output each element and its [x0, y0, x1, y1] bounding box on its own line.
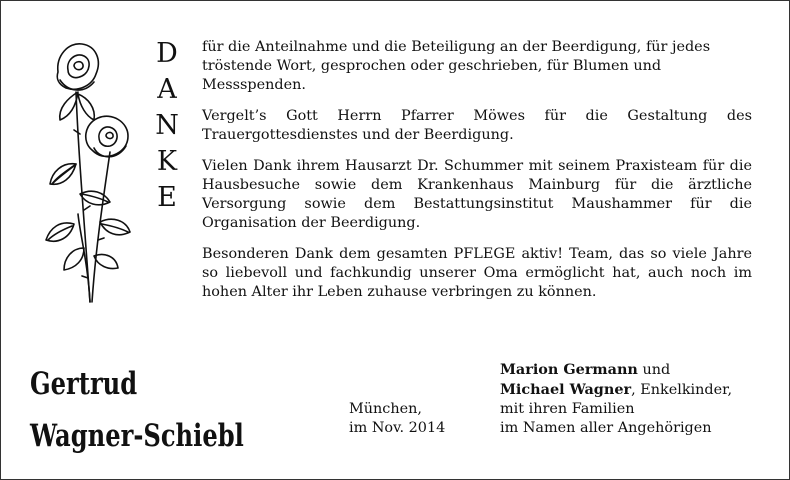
danke-letter-e: E: [157, 182, 177, 213]
deceased-name: [30, 358, 244, 462]
paragraph-doctor: Vielen Dank ihrem Hausarzt Dr. Schummer mit seinem Praxisteam für die Hausbesuche sowie dem Krankenhaus Mainburg für die ärztliche Versorgung sowie dem Bestattungsinstitut Maushammer für die Organisation der Beerdigung.: [202, 158, 752, 231]
thank-you-text: [202, 38, 752, 314]
signer-name-2: Michael Wagner: [500, 381, 632, 398]
place-date: im Nov. 2014: [349, 420, 446, 436]
deceased-last-name: Wagner-Schiebl: [30, 418, 244, 454]
paragraph-condolences: für die Anteilnahme und die Beteiligung an der Beerdigung, für jedes tröstende Wort, gesprochen oder geschrieben, für Blumen und Messspenden.: [202, 39, 711, 93]
signers-block: [500, 360, 760, 438]
signer-line-3: mit ihren Familien: [500, 401, 635, 417]
roses-illustration-icon: [38, 34, 138, 304]
danke-letter-d: D: [156, 38, 178, 69]
signer-line-2: [500, 380, 760, 400]
signer-name-1: Marion Germann: [500, 361, 638, 378]
paragraph-care-team: Besonderen Dank dem gesamten PFLEGE aktiv! Team, das so viele Jahre so liebevoll und fachkundig unserer Oma ermöglicht hat, auch noch im hohen Alter ihr Leben zuhause verbringen zu können.: [202, 246, 752, 300]
place-and-date: [349, 400, 445, 438]
danke-vertical-heading: [150, 36, 184, 216]
deceased-first-name: Gertrud: [30, 366, 138, 402]
danke-letter-n: N: [155, 110, 179, 141]
place-city: München,: [349, 401, 422, 417]
danke-letter-a: A: [157, 74, 177, 105]
signer-line-4: im Namen aller Angehörigen: [500, 420, 712, 436]
signer-suffix-2: , Enkelkinder,: [631, 382, 733, 398]
signer-line-1: [500, 360, 760, 380]
paragraph-pastor: Vergelt’s Gott Herrn Pfarrer Möwes für die Gestaltung des Trauergottesdienstes und der Beerdigung.: [202, 108, 752, 143]
signer-suffix-1: und: [637, 362, 671, 378]
danke-letter-k: K: [156, 146, 178, 177]
